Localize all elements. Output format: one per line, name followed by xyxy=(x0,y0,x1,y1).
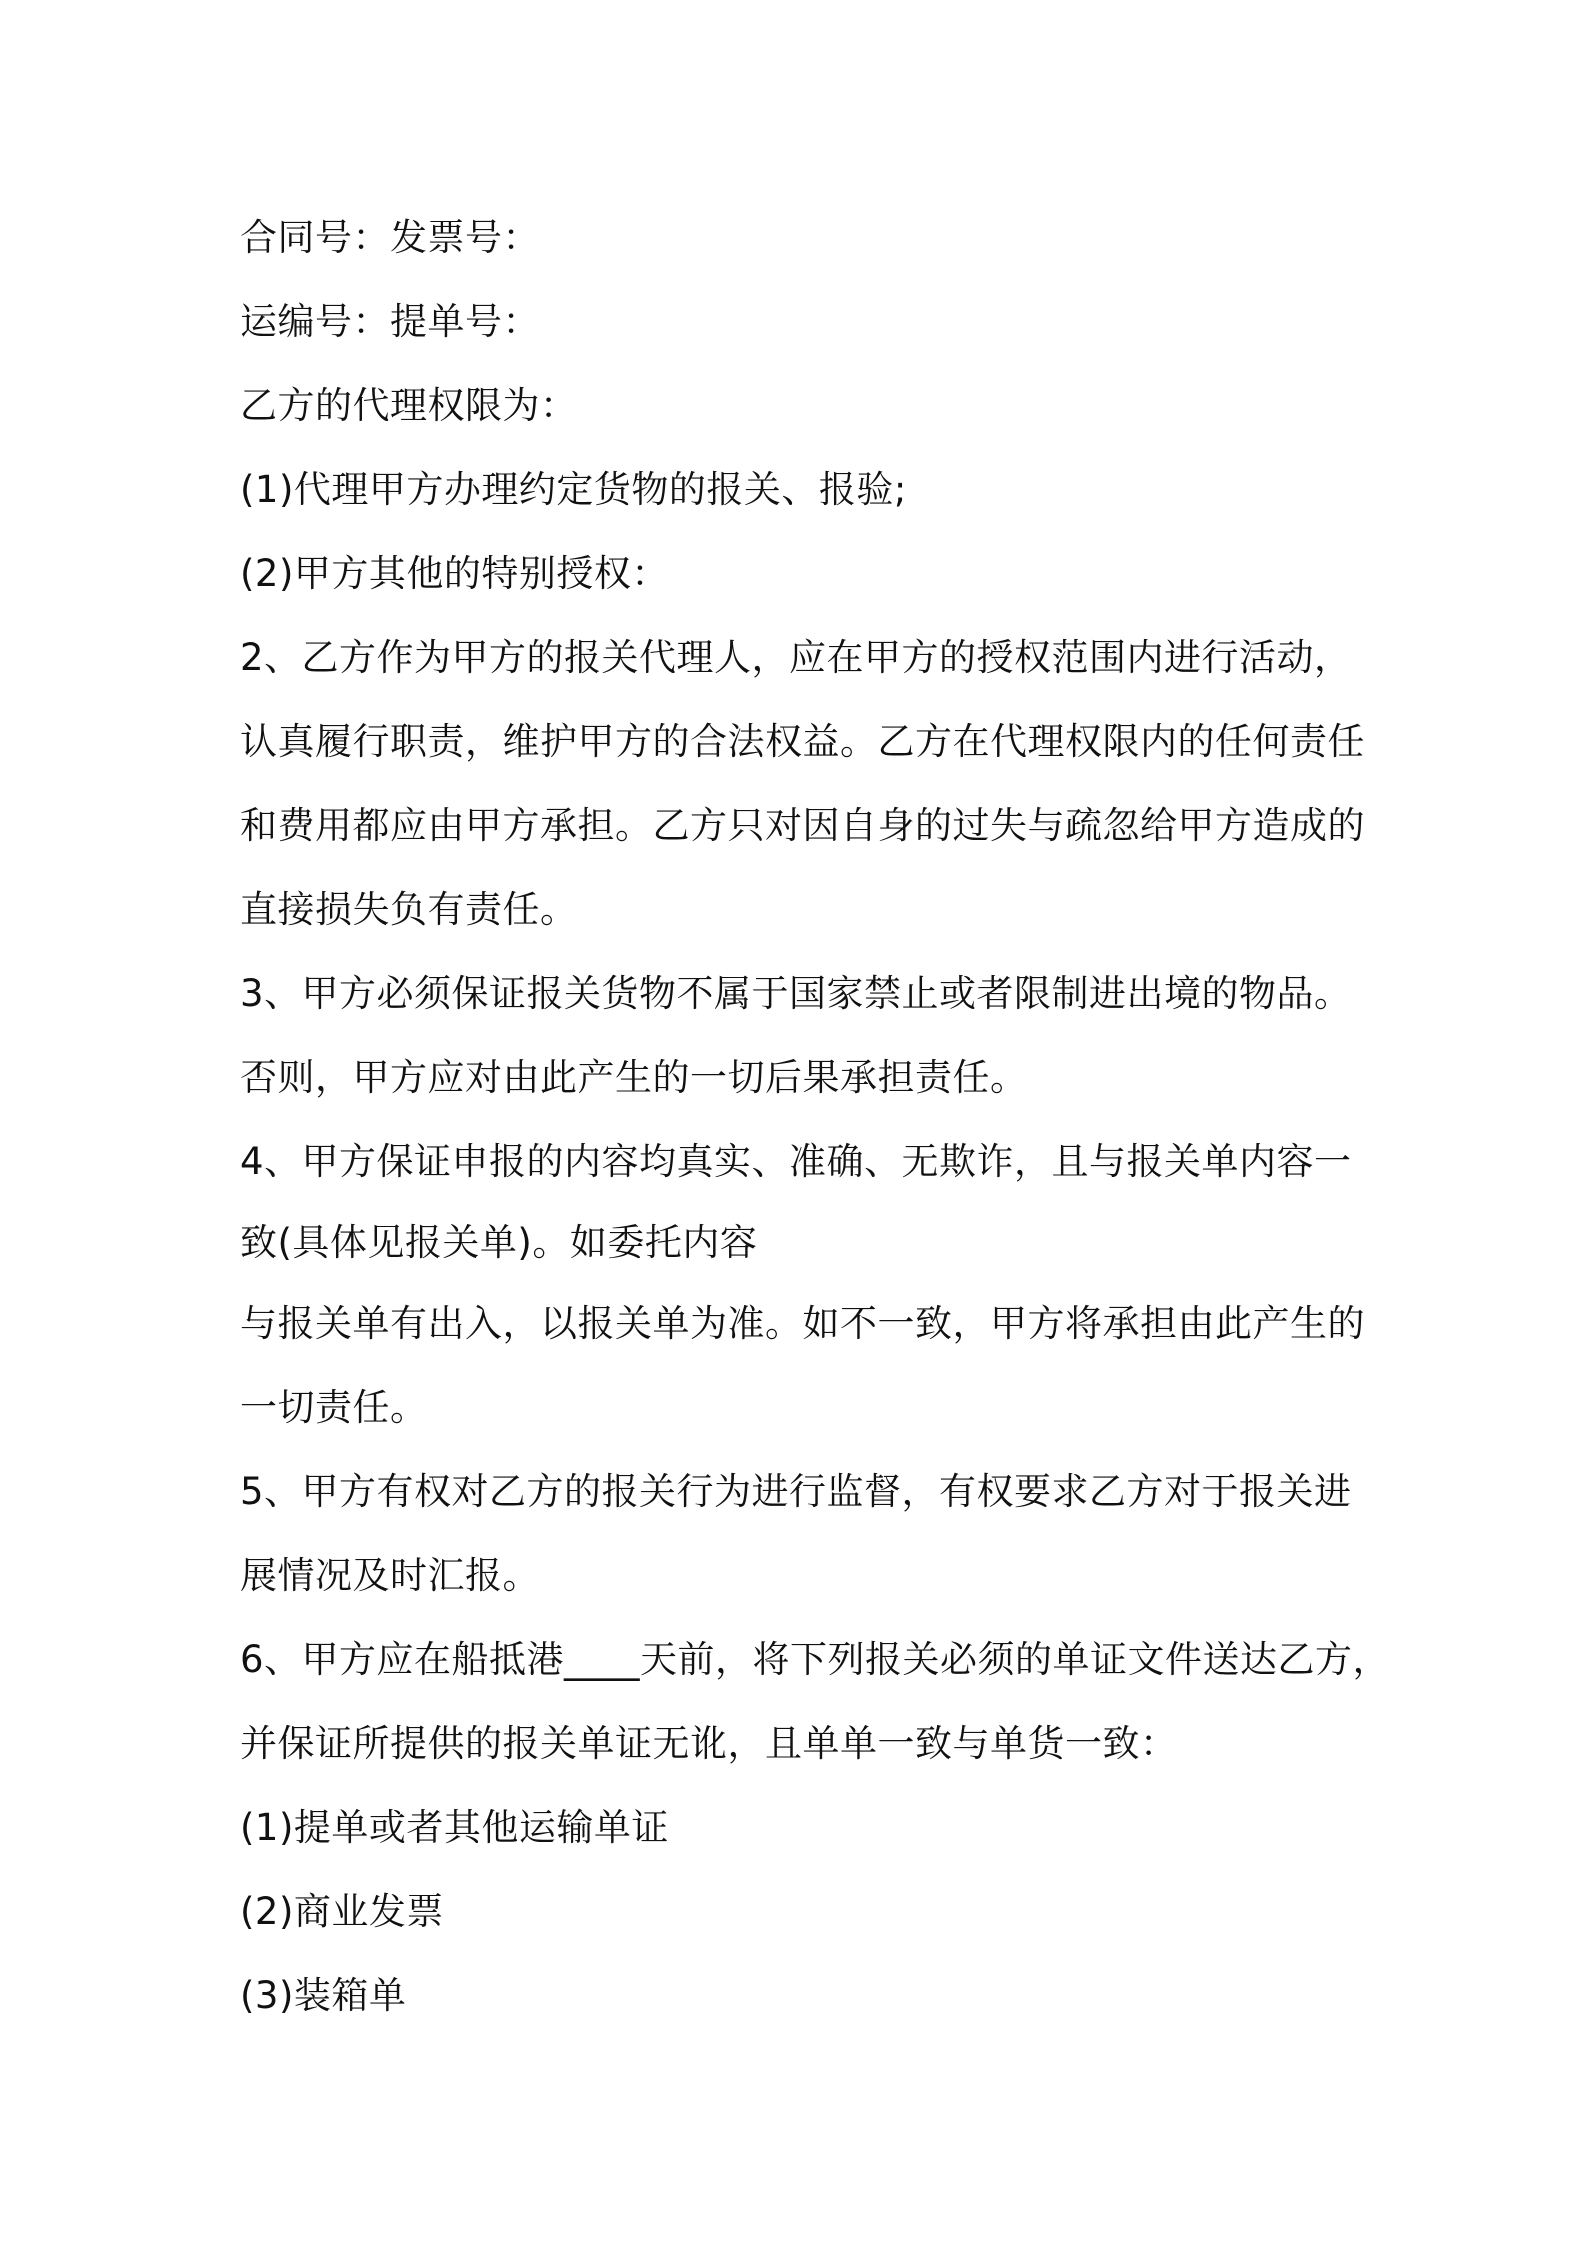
clause-4-line-3: 与报关单有出入，以报关单为准。如不一致，甲方将承担由此产生的 xyxy=(240,1302,1365,1345)
clause-2-line-2: 认真履行职责，维护甲方的合法权益。乙方在代理权限内的任何责任 xyxy=(240,720,1365,763)
document-item-2: (2)商业发票 xyxy=(240,1890,444,1933)
document-item-1: (1)提单或者其他运输单证 xyxy=(240,1806,669,1849)
agency-scope-heading: 乙方的代理权限为： xyxy=(240,384,578,427)
shipment-bill-no-line: 运编号：提单号： xyxy=(240,300,540,343)
document-item-3: (3)装箱单 xyxy=(240,1974,407,2017)
clause-2-line-3: 和费用都应由甲方承担。乙方只对因自身的过失与疏忽给甲方造成的 xyxy=(240,804,1365,847)
clause-6-line-2: 并保证所提供的报关单证无讹，且单单一致与单货一致： xyxy=(240,1722,1178,1765)
clause-4-line-1: 4、甲方保证申报的内容均真实、准确、无欺诈，且与报关单内容一 xyxy=(240,1140,1352,1183)
clause-5-line-2: 展情况及时汇报。 xyxy=(240,1554,540,1597)
contract-invoice-no-line: 合同号：发票号： xyxy=(240,216,540,259)
document-body xyxy=(240,196,1391,2038)
clause-2-line-1: 2、乙方作为甲方的报关代理人，应在甲方的授权范围内进行活动， xyxy=(240,636,1352,679)
clause-3-line-2: 否则，甲方应对由此产生的一切后果承担责任。 xyxy=(240,1056,1028,1099)
scope-item-2: (2)甲方其他的特别授权： xyxy=(240,552,669,595)
clause-4-line-4: 一切责任。 xyxy=(240,1386,428,1429)
clause-4-line-2: 致(具体见报关单)。如委托内容 xyxy=(240,1221,758,1264)
clause-6-line-1: 6、甲方应在船抵港____天前，将下列报关必须的单证文件送达乙方， xyxy=(240,1638,1391,1681)
clause-2-line-4: 直接损失负有责任。 xyxy=(240,888,578,931)
clause-3-line-1: 3、甲方必须保证报关货物不属于国家禁止或者限制进出境的物品。 xyxy=(240,972,1352,1015)
clause-5-line-1: 5、甲方有权对乙方的报关行为进行监督，有权要求乙方对于报关进 xyxy=(240,1470,1352,1513)
scope-item-1: (1)代理甲方办理约定货物的报关、报验; xyxy=(240,468,907,511)
